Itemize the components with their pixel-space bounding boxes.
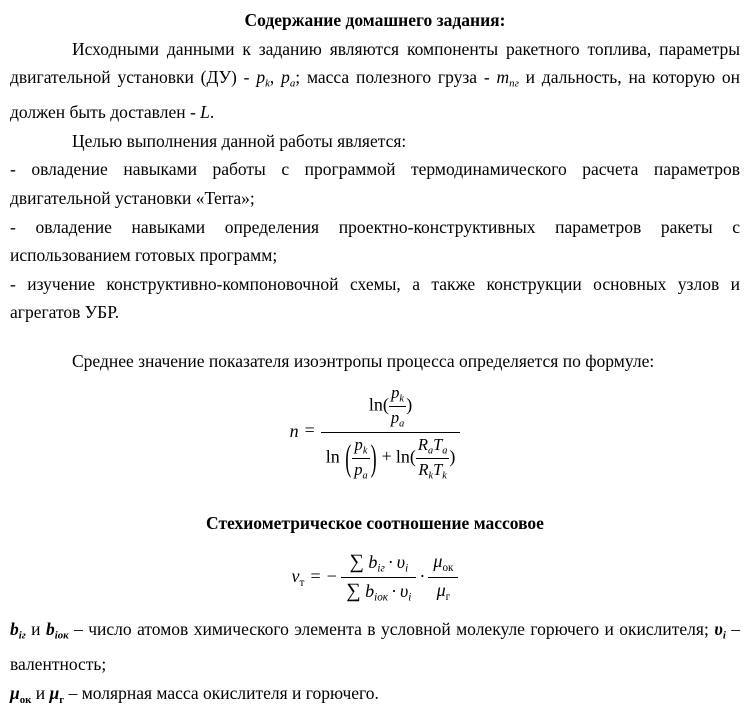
multiply-dot: · xyxy=(387,551,394,572)
var-pa xyxy=(281,67,296,90)
intro-text-2: ; масса полезного груза - xyxy=(295,67,497,88)
var-Tk-sub: k xyxy=(442,470,447,482)
var-pa-base: p xyxy=(354,459,363,479)
var-b-sub: iок xyxy=(54,629,69,642)
var-Ta-sub: a xyxy=(442,445,448,457)
var-b-iok xyxy=(45,619,69,642)
var-mu-ok-base: μ xyxy=(433,551,443,572)
var-mu-base: μ xyxy=(49,682,60,703)
numerator xyxy=(321,382,461,432)
definitions-text-1: – число атомов химического элемента в условной молекуле горючего и окислителя; xyxy=(68,619,715,640)
var-pa-sub: a xyxy=(399,417,405,429)
plus-sign: + xyxy=(381,446,392,467)
var-Tk-base: T xyxy=(433,459,443,479)
var-b-sub: iок xyxy=(374,591,389,604)
bullet-item-1: - овладение навыками работы с программой термодинамического расчета параметров двигательной установки «Terra»; xyxy=(10,159,740,209)
var-b-base: b xyxy=(10,619,19,640)
intro-text-1: Исходными данными к заданию являются компоненты ракетного топлива, параметры двигательной установки (ДУ) - xyxy=(10,38,740,88)
sum-icon: ∑ xyxy=(346,579,361,602)
var-m-payload xyxy=(496,67,519,90)
var-nu-sub: т xyxy=(299,576,305,589)
rt-fraction xyxy=(416,435,450,482)
var-mu-base: μ xyxy=(10,682,20,703)
var-Ra-sub: a xyxy=(427,445,434,457)
ln-open: ln( xyxy=(368,394,389,415)
var-mu-g xyxy=(49,682,65,706)
var-upsilon-sub: i xyxy=(405,562,409,575)
var-upsilon-base: υ xyxy=(714,619,723,640)
definitions-text-2: – валентность; xyxy=(10,619,740,675)
var-pa-base: p xyxy=(390,407,400,427)
var-mu-g-sub: г xyxy=(445,590,451,603)
definitions-text-3: – молярная масса окислителя и горючего. xyxy=(64,682,379,703)
var-Ra-base: R xyxy=(417,434,428,454)
var-pk-base: p xyxy=(256,67,266,88)
var-pk-base: p xyxy=(391,382,400,402)
formula-intro-paragraph: Среднее значение показателя изоэнтропы процесса определяется по формуле: xyxy=(72,351,655,371)
main-fraction xyxy=(321,382,461,483)
var-upsilon-sub: i xyxy=(408,591,412,604)
var-pk xyxy=(256,67,270,90)
var-upsilon-i xyxy=(714,619,726,642)
multiply-dot: · xyxy=(419,565,426,586)
ln-fn: ln xyxy=(325,446,340,467)
pk-pa-fraction-den xyxy=(352,435,369,482)
big-paren-open: ( xyxy=(345,437,352,479)
minus-sign: − xyxy=(326,565,337,586)
var-pa-sub: a xyxy=(362,470,368,482)
period: . xyxy=(209,102,215,123)
var-mu-ok-sub: ок xyxy=(442,562,454,575)
ln-open-2: ln( xyxy=(395,446,416,467)
var-pa-sub: a xyxy=(289,77,296,90)
intro-paragraph xyxy=(10,35,740,127)
isentrope-formula xyxy=(10,382,740,483)
intro-text-3: и дальность, на которую он должен быть доставлен - xyxy=(10,67,740,123)
section-heading-stoichiometric: Стехиометрическое соотношение массовое xyxy=(206,512,544,533)
var-upsilon-base: υ xyxy=(396,551,406,572)
equals-sign: = xyxy=(304,420,315,441)
var-upsilon-base: υ xyxy=(400,580,409,601)
var-b-base: b xyxy=(45,619,55,640)
var-pk-sub: k xyxy=(399,392,404,404)
paren-close: ) xyxy=(406,394,413,415)
document-title: Содержание домашнего задания: xyxy=(244,10,506,30)
big-paren-close: ) xyxy=(370,437,377,479)
goal-paragraph: Целью выполнения данной работы является: xyxy=(72,130,407,151)
bullet-item-2: - овладение навыками определения проектно-конструктивных параметров ракеты с использованием готовых программ; xyxy=(10,216,740,266)
var-b-base: b xyxy=(368,551,378,572)
var-m-sub: пг xyxy=(509,77,519,90)
paren-close-2: ) xyxy=(449,446,456,467)
bullet-item-3: - изучение конструктивно-компоновочной схемы, а также конструкции основных узлов и агрегатов УБР. xyxy=(10,273,740,323)
var-Rk-sub: k xyxy=(428,470,434,482)
denominator xyxy=(321,432,461,483)
var-mu-ok xyxy=(10,682,32,706)
var-b-sub: iг xyxy=(18,629,26,642)
var-Ta-base: T xyxy=(433,434,443,454)
var-upsilon-sub: i xyxy=(722,629,726,642)
var-b-sub: iг xyxy=(377,562,385,575)
pk-pa-fraction-num xyxy=(389,383,406,430)
var-nu-base: ν xyxy=(291,565,300,586)
sum-fraction xyxy=(341,550,416,606)
var-mu-g-base: μ xyxy=(436,579,446,600)
var-mu-sub: г xyxy=(59,693,65,706)
var-mu-sub: ок xyxy=(19,693,32,706)
and-text: и xyxy=(31,682,50,703)
multiply-dot: · xyxy=(391,580,398,601)
equals-sign: = xyxy=(310,565,321,586)
var-pk-base: p xyxy=(354,434,363,454)
var-Rk-base: R xyxy=(418,459,429,479)
definitions-paragraph xyxy=(10,615,740,679)
mu-fraction xyxy=(428,550,458,605)
var-b-ig xyxy=(10,619,26,642)
var-pk-sub: k xyxy=(265,77,270,90)
sum-icon: ∑ xyxy=(349,550,364,573)
var-b-base: b xyxy=(365,580,375,601)
var-L: L xyxy=(200,102,210,123)
and-text: и xyxy=(25,619,46,640)
var-n: n xyxy=(289,420,299,441)
var-pk-sub: k xyxy=(362,445,368,457)
comma: , xyxy=(269,67,282,88)
var-m-base: m xyxy=(496,67,510,88)
stoichiometric-formula xyxy=(10,550,740,606)
molar-mass-paragraph xyxy=(10,679,740,714)
var-pa-base: p xyxy=(281,67,290,88)
